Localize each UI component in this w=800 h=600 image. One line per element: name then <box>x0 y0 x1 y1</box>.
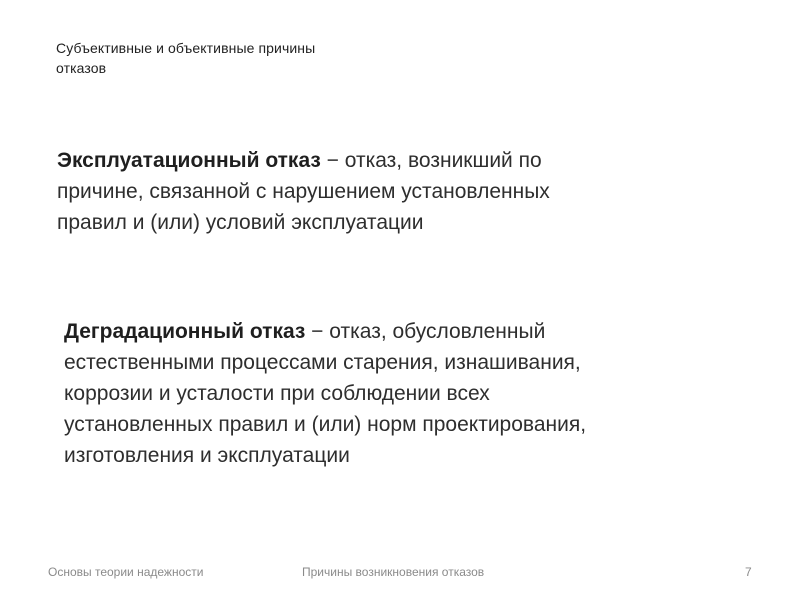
footer-course-title: Основы теории надежности <box>48 565 204 579</box>
definition-line: изготовления и эксплуатации <box>64 444 350 467</box>
term-dash: − <box>320 149 345 172</box>
term-operational-failure: Эксплуатационный отказ <box>57 149 321 172</box>
slide-title-line-2: отказов <box>56 60 107 76</box>
slide-title <box>56 38 416 78</box>
term-dash: − <box>305 320 330 343</box>
slide-title-line-1: Субъективные и объективные причины <box>56 40 316 56</box>
definition-degradation-failure <box>64 316 744 471</box>
definition-line <box>57 145 697 176</box>
definition-text: отказ, возникший по <box>344 149 542 172</box>
definition-line <box>64 316 744 347</box>
term-degradation-failure: Деградационный отказ <box>64 320 306 343</box>
definition-line: причине, связанной с нарушением установленных <box>57 180 550 203</box>
footer-section-title: Причины возникновения отказов <box>302 565 485 579</box>
definition-line: коррозии и усталости при соблюдении всех <box>64 382 490 405</box>
definition-text: отказ, обусловленный <box>329 320 546 343</box>
definition-line: естественными процессами старения, изнашивания, <box>64 351 581 374</box>
definition-operational-failure <box>57 145 697 238</box>
page-number: 7 <box>745 565 752 579</box>
definition-line: правил и (или) условий эксплуатации <box>57 211 424 234</box>
definition-line: установленных правил и (или) норм проектирования, <box>64 413 587 436</box>
